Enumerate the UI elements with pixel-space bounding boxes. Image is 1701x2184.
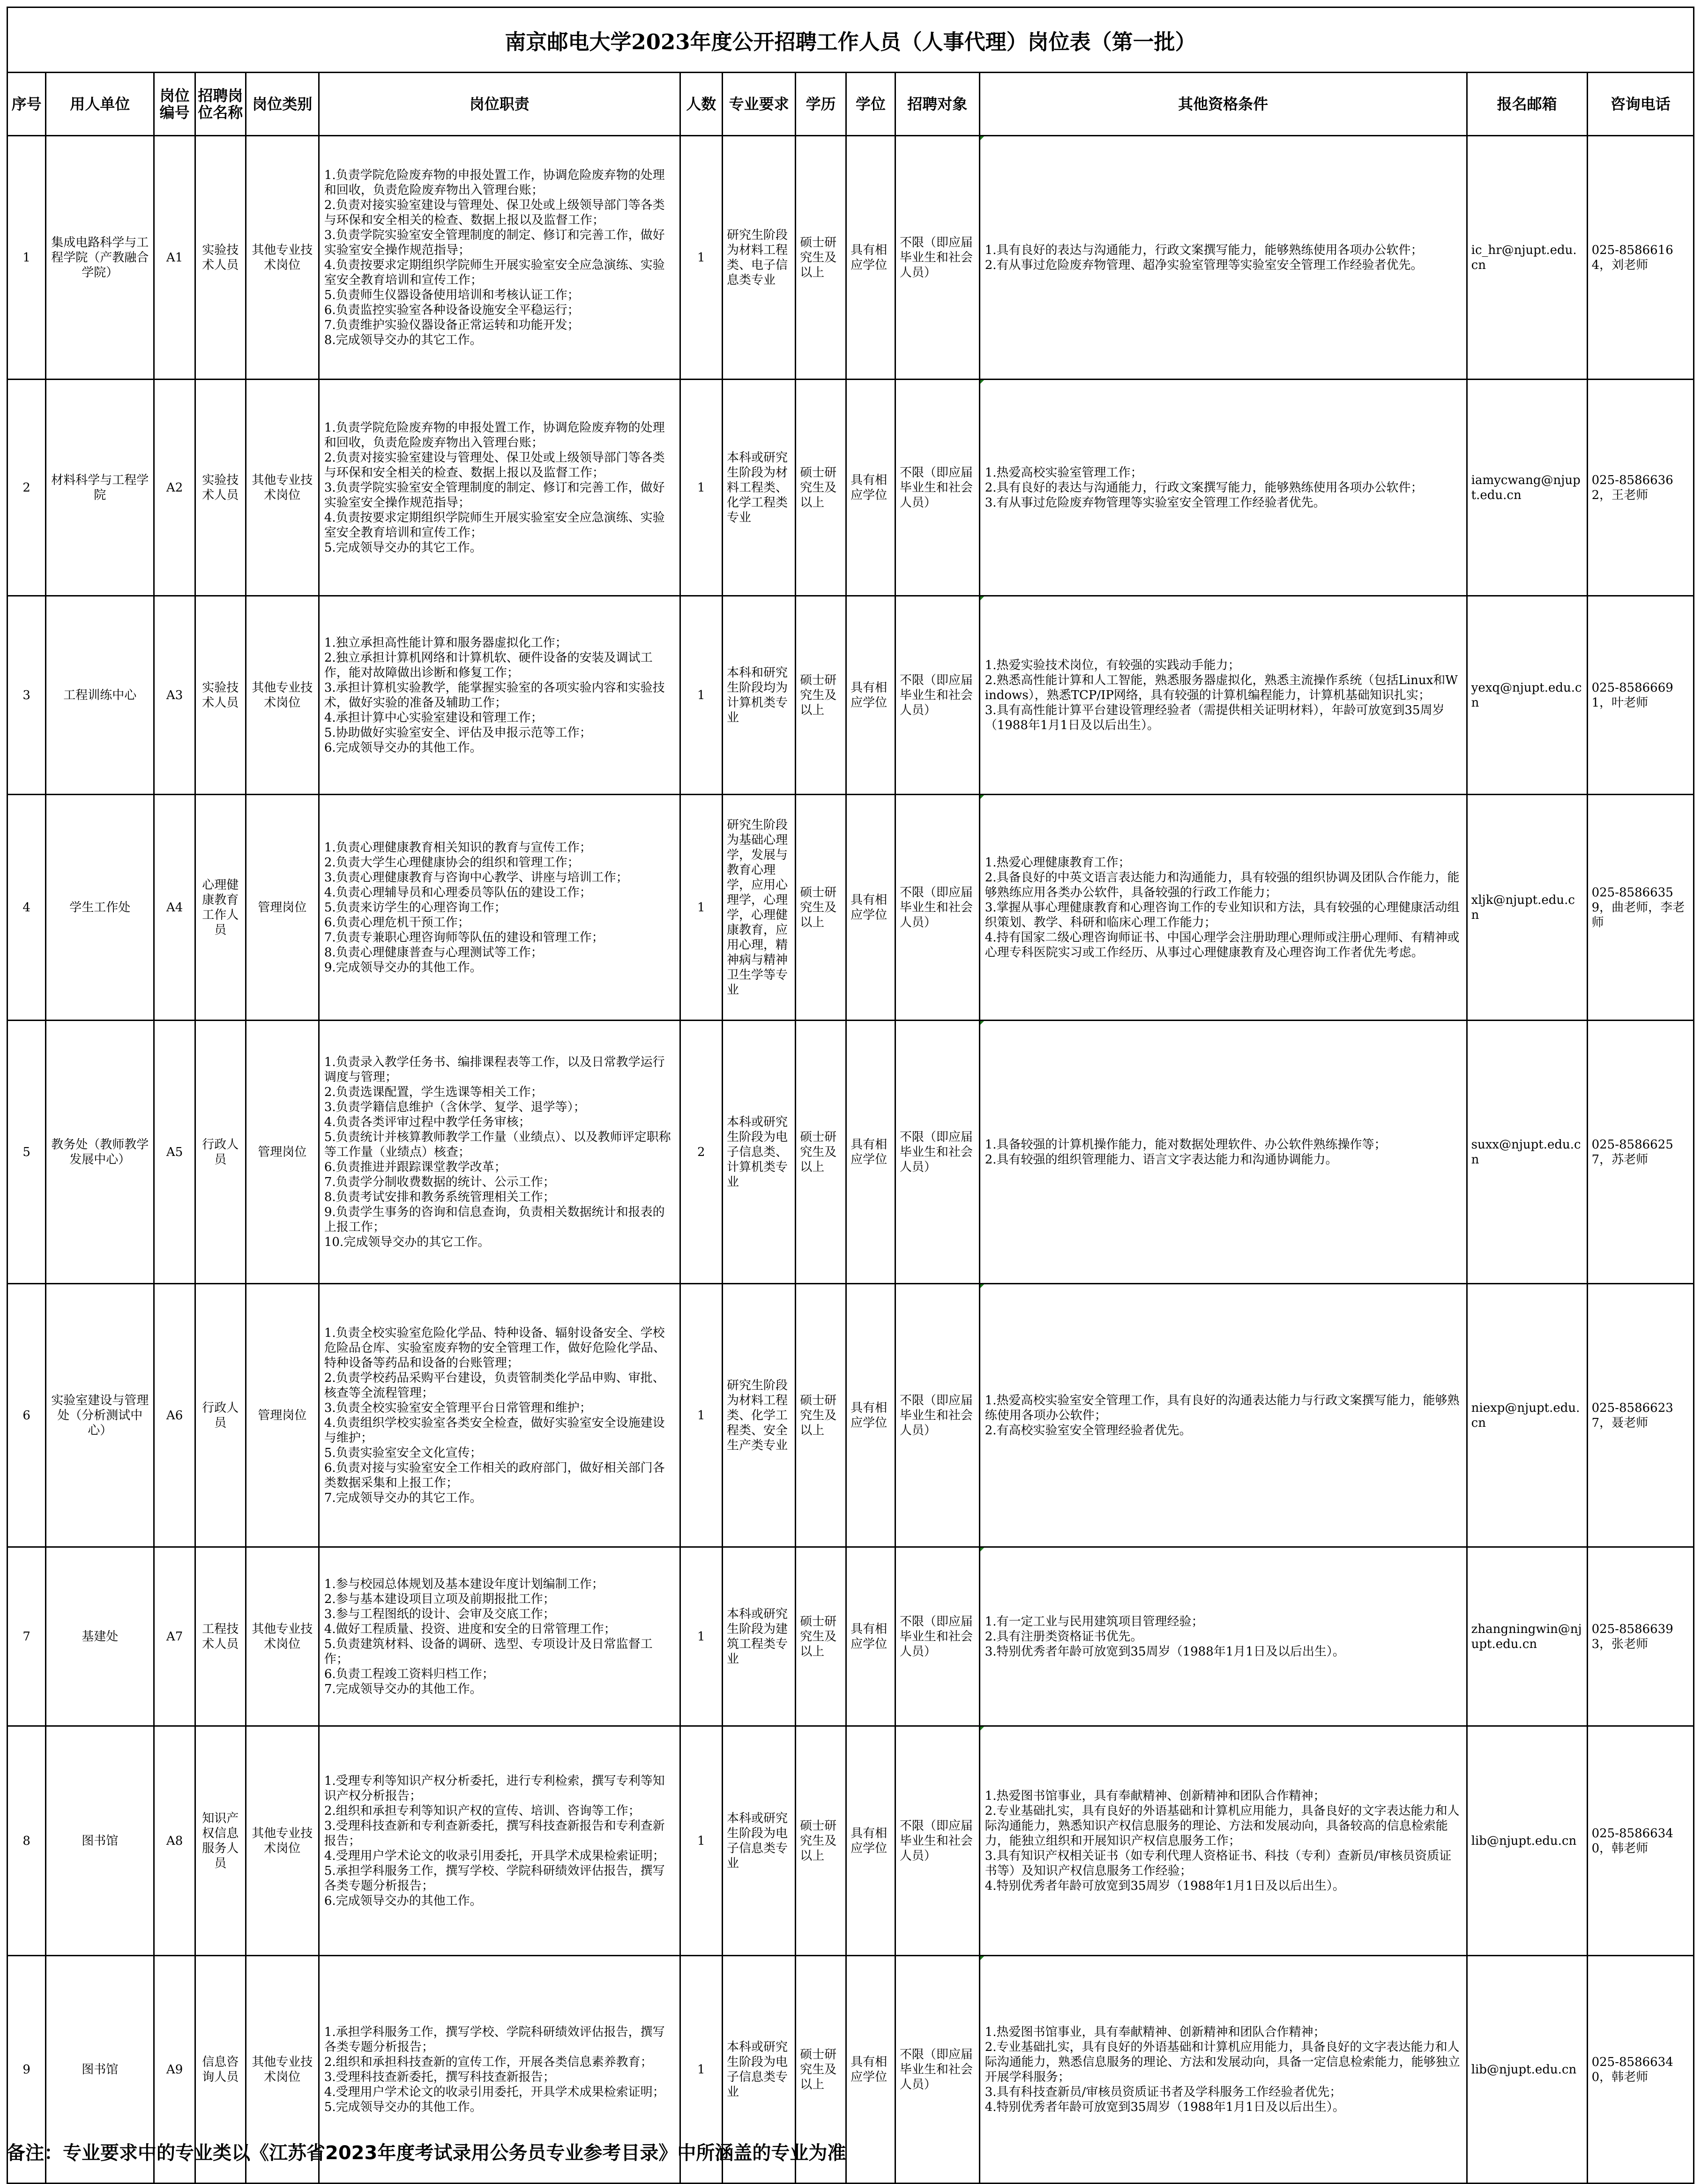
major-requirement: 本科或研究生阶段为电子信息类专业 <box>722 1956 795 2184</box>
duty-line: 8.完成领导交办的其它工作。 <box>324 333 482 347</box>
post-category: 其他专业技术岗位 <box>246 1547 319 1726</box>
duty-line: 1.参与校园总体规划及基本建设年度计划编制工作； <box>324 1577 604 1591</box>
qualification-line: 4.特别优秀者年龄可放宽到35周岁（1988年1月1日及以后出生）。 <box>985 1878 1345 1893</box>
other-qualifications <box>979 1284 1467 1547</box>
post-name: 心理健康教育工作人员 <box>195 795 246 1021</box>
duty-line: 5.负责实验室安全文化宣传； <box>324 1446 482 1460</box>
job-table <box>7 7 1694 2184</box>
education: 硕士研究生及以上 <box>796 380 846 596</box>
duty-line: 3.参与工程图纸的设计、会审及交底工作； <box>324 1607 555 1621</box>
duty-line: 3.负责学院实验室安全管理制度的制定、修订和完善工作，做好实验室安全操作规范指导； <box>324 228 665 257</box>
post-duties <box>319 795 680 1021</box>
header-category: 岗位类别 <box>246 73 319 136</box>
contact-email: lib@njupt.edu.cn <box>1467 1726 1587 1956</box>
duty-line: 1.负责学院危险废弃物的申报处置工作，协调危险废弃物的处理和回收，负责危险废弃物出入管理台账； <box>324 168 665 197</box>
recruit-target: 不限（即应届毕业生和社会人员） <box>895 1726 979 1956</box>
contact-phone: 025-85866164，刘老师 <box>1587 136 1694 380</box>
education: 硕士研究生及以上 <box>796 1021 846 1284</box>
major-requirement: 研究生阶段为材料工程类、化学工程类、安全生产类专业 <box>722 1284 795 1547</box>
contact-phone: 025-85866237，聂老师 <box>1587 1284 1694 1547</box>
row-number: 4 <box>7 795 46 1021</box>
duty-line: 4.负责各类评审过程中教学任务审核； <box>324 1115 531 1129</box>
other-qualifications <box>979 1021 1467 1284</box>
contact-email: lib@njupt.edu.cn <box>1467 1956 1587 2184</box>
table-row <box>7 1547 1694 1726</box>
education: 硕士研究生及以上 <box>796 1547 846 1726</box>
degree: 具有相应学位 <box>846 1021 895 1284</box>
employer-unit: 实验室建设与管理处（分析测试中心） <box>46 1284 154 1547</box>
table-row <box>7 1021 1694 1284</box>
post-code: A5 <box>154 1021 195 1284</box>
duty-line: 7.负责专兼职心理咨询师等队伍的建设和管理工作； <box>324 930 604 945</box>
post-name: 实验技术人员 <box>195 136 246 380</box>
duty-line: 1.受理专利等知识产权分析委托，进行专利检索，撰写专利等知识产权分析报告； <box>324 1774 665 1803</box>
header-target: 招聘对象 <box>895 73 979 136</box>
duty-line: 6.完成领导交办的其他工作。 <box>324 1893 482 1908</box>
post-duties <box>319 1547 680 1726</box>
qualification-line: 3.掌握从事心理健康教育和心理咨询工作的专业知识和方法，具有较强的心理健康活动组织策划、教学、科研和临床心理工作能力； <box>985 900 1460 930</box>
duty-line: 3.负责全校实验室安全管理平台日常管理和维护； <box>324 1401 592 1415</box>
headcount: 1 <box>680 1284 722 1547</box>
major-requirement: 本科或研究生阶段为电子信息类、计算机类专业 <box>722 1021 795 1284</box>
row-number: 6 <box>7 1284 46 1547</box>
other-qualifications <box>979 1956 1467 2184</box>
recruit-target: 不限（即应届毕业生和社会人员） <box>895 1547 979 1726</box>
post-category: 其他专业技术岗位 <box>246 1956 319 2184</box>
headcount: 1 <box>680 136 722 380</box>
duty-line: 3.受理科技查新委托，撰写科技查新报告； <box>324 2070 555 2084</box>
other-qualifications <box>979 136 1467 380</box>
post-name: 工程技术人员 <box>195 1547 246 1726</box>
footnote: 备注：专业要求中的专业类以《江苏省2023年度考试录用公务员专业参考目录》中所涵盖的专业为准 <box>7 2142 846 2164</box>
comment-marker-icon <box>980 1956 984 1960</box>
employer-unit: 集成电路科学与工程学院（产教融合学院） <box>46 136 154 380</box>
post-name: 行政人员 <box>195 1021 246 1284</box>
duty-line: 5.承担学科服务工作，撰写学校、学院科研绩效评估报告，撰写各类专题分析报告； <box>324 1863 665 1893</box>
post-duties <box>319 596 680 795</box>
employer-unit: 工程训练中心 <box>46 596 154 795</box>
duty-line: 7.完成领导交办的其他工作。 <box>324 1682 482 1696</box>
education: 硕士研究生及以上 <box>796 1284 846 1547</box>
duty-line: 9.负责学生事务的咨询和信息查询，负责相关数据统计和报表的上报工作； <box>324 1205 665 1234</box>
post-code: A2 <box>154 380 195 596</box>
duty-line: 3.受理科技查新和专利查新委托，撰写科技查新报告和专利查新报告； <box>324 1819 665 1848</box>
headcount: 1 <box>680 1726 722 1956</box>
duty-line: 1.负责学院危险废弃物的申报处置工作，协调危险废弃物的处理和回收，负责危险废弃物出入管理台账； <box>324 420 665 450</box>
duty-line: 5.完成领导交办的其他工作。 <box>324 2100 482 2114</box>
contact-email: ic_hr@njupt.edu.cn <box>1467 136 1587 380</box>
duty-line: 3.负责学院实验室安全管理制度的制定、修订和完善工作，做好实验室安全操作规范指导； <box>324 480 665 510</box>
recruit-target: 不限（即应届毕业生和社会人员） <box>895 1021 979 1284</box>
contact-email: yexq@njupt.edu.cn <box>1467 596 1587 795</box>
table-row <box>7 136 1694 380</box>
row-number: 1 <box>7 136 46 380</box>
contact-phone: 025-85866257，苏老师 <box>1587 1021 1694 1284</box>
duty-line: 3.负责心理健康教育与咨询中心教学、讲座与培训工作； <box>324 870 628 885</box>
qualification-line: 3.有从事过危险废弃物管理等实验室安全管理工作经验者优先。 <box>985 495 1326 510</box>
duty-line: 9.完成领导交办的其他工作。 <box>324 960 482 975</box>
qualification-line: 2.具有注册类资格证书优先。 <box>985 1629 1143 1644</box>
degree: 具有相应学位 <box>846 1726 895 1956</box>
post-name: 信息咨询人员 <box>195 1956 246 2184</box>
duty-line: 5.完成领导交办的其它工作。 <box>324 540 482 555</box>
duty-line: 3.承担计算机实验教学，能掌握实验室的各项实验内容和实验技术，做好实验的准备及辅助工作； <box>324 680 665 710</box>
duty-line: 4.做好工程质量、投资、进度和安全的日常管理工作； <box>324 1622 616 1636</box>
duty-line: 5.负责师生仪器设备使用培训和考核认证工作； <box>324 288 580 302</box>
recruit-target: 不限（即应届毕业生和社会人员） <box>895 596 979 795</box>
post-name: 行政人员 <box>195 1284 246 1547</box>
post-duties <box>319 136 680 380</box>
contact-phone: 025-85866393，张老师 <box>1587 1547 1694 1726</box>
duty-line: 5.协助做好实验室安全、评估及申报示范等工作； <box>324 725 592 740</box>
qualification-line: 1.热爱高校实验室管理工作； <box>985 465 1143 480</box>
header-no: 序号 <box>7 73 46 136</box>
education: 硕士研究生及以上 <box>796 596 846 795</box>
duty-line: 8.负责心理健康普查与心理测试等工作； <box>324 945 543 960</box>
duty-line: 4.负责按要求定期组织学院师生开展实验室安全应急演练、实验室安全教育培训和宣传工作； <box>324 258 665 287</box>
employer-unit: 教务处（教师教学发展中心） <box>46 1021 154 1284</box>
major-requirement: 本科或研究生阶段为材料工程类、化学工程类专业 <box>722 380 795 596</box>
degree: 具有相应学位 <box>846 1956 895 2184</box>
post-code: A8 <box>154 1726 195 1956</box>
table-header-row <box>7 73 1694 136</box>
education: 硕士研究生及以上 <box>796 1726 846 1956</box>
contact-phone: 025-85866340，韩老师 <box>1587 1726 1694 1956</box>
table-row <box>7 795 1694 1021</box>
post-category: 管理岗位 <box>246 1284 319 1547</box>
post-code: A4 <box>154 795 195 1021</box>
qualification-line: 4.持有国家二级心理咨询师证书、中国心理学会注册助理心理师或注册心理师、有精神或心理专科医院实习或工作经历、从事过心理健康教育及心理咨询工作者优先考虑。 <box>985 930 1460 960</box>
duty-line: 5.负责建筑材料、设备的调研、选型、专项设计及日常监督工作； <box>324 1637 653 1666</box>
contact-email: iamycwang@njupt.edu.cn <box>1467 380 1587 596</box>
comment-marker-icon <box>980 380 984 384</box>
duty-line: 2.组织和承担专利等知识产权的宣传、培训、咨询等工作； <box>324 1804 641 1818</box>
duty-line: 6.完成领导交办的其他工作。 <box>324 740 482 755</box>
duty-line: 3.负责学籍信息维护（含休学、复学、退学等）； <box>324 1100 586 1114</box>
duty-line: 2.负责选课配置，学生选课等相关工作； <box>324 1085 543 1099</box>
qualification-line: 1.热爱图书馆事业，具有奉献精神、创新精神和团队合作精神； <box>985 2025 1326 2039</box>
header-edu: 学历 <box>796 73 846 136</box>
comment-marker-icon <box>980 1727 984 1730</box>
duty-line: 2.负责学校药品采购平台建设，负责管制类化学品申购、审批、核查等全流程管理； <box>324 1371 665 1400</box>
qualification-line: 3.具有知识产权相关证书（如专利代理人资格证书、科技（专利）查新员/审核员资质证书等）及知识产权信息服务工作经验； <box>985 1849 1452 1878</box>
other-qualifications <box>979 596 1467 795</box>
post-category: 管理岗位 <box>246 795 319 1021</box>
post-code: A9 <box>154 1956 195 2184</box>
contact-phone: 025-85866340，韩老师 <box>1587 1956 1694 2184</box>
recruit-target: 不限（即应届毕业生和社会人员） <box>895 1284 979 1547</box>
row-number: 7 <box>7 1547 46 1726</box>
header-major: 专业要求 <box>722 73 795 136</box>
header-email: 报名邮箱 <box>1467 73 1587 136</box>
post-code: A3 <box>154 596 195 795</box>
header-code: 岗位 编号 <box>154 73 195 136</box>
contact-phone: 025-85866359，曲老师，李老师 <box>1587 795 1694 1021</box>
header-unit: 用人单位 <box>46 73 154 136</box>
other-qualifications <box>979 1547 1467 1726</box>
duty-line: 2.负责大学生心理健康协会的组织和管理工作； <box>324 855 580 870</box>
qualification-line: 2.专业基础扎实，具有良好的外语基础和计算机应用能力，具备良好的文字表达能力和人际沟通能力，熟悉知识产权信息服务的理论、方法和发展动向，具备较高的信息检索能力，能独立组织和开展知识产权信息服务工作； <box>985 1804 1460 1848</box>
header-degree: 学位 <box>846 73 895 136</box>
qualification-line: 2.具备良好的中英文语言表达能力和沟通能力，具有较强的组织协调及团队合作能力，能够熟练应用各类办公软件，具备较强的行政工作能力； <box>985 870 1460 900</box>
duty-line: 1.负责心理健康教育相关知识的教育与宣传工作； <box>324 840 592 855</box>
duty-line: 6.负责监控实验室各种设备设施安全平稳运行； <box>324 303 580 317</box>
duty-line: 1.负责全校实验室危险化学品、特种设备、辐射设备安全、学校危险品仓库、实验室废弃物的安全管理工作，做好危险化学品、特种设备等药品和设备的台账管理； <box>324 1326 665 1370</box>
major-requirement: 研究生阶段为材料工程类、电子信息类专业 <box>722 136 795 380</box>
duty-line: 7.负责维护实验仪器设备正常运转和功能开发； <box>324 318 580 332</box>
post-code: A7 <box>154 1547 195 1726</box>
qualification-line: 1.热爱高校实验室安全管理工作，具有良好的沟通表达能力与行政文案撰写能力，能够熟练使用各项办公软件； <box>985 1393 1460 1423</box>
duty-line: 1.负责录入教学任务书、编排课程表等工作，以及日常教学运行调度与管理； <box>324 1055 665 1084</box>
employer-unit: 材料科学与工程学院 <box>46 380 154 596</box>
major-requirement: 本科或研究生阶段为建筑工程类专业 <box>722 1547 795 1726</box>
qualification-line: 1.具备较强的计算机操作能力，能对数据处理软件、办公软件熟练操作等； <box>985 1137 1387 1152</box>
major-requirement: 本科或研究生阶段为电子信息类专业 <box>722 1726 795 1956</box>
qualification-line: 3.特别优秀者年龄可放宽到35周岁（1988年1月1日及以后出生）。 <box>985 1644 1345 1659</box>
post-code: A6 <box>154 1284 195 1547</box>
duty-line: 2.独立承担计算机网络和计算机软、硬件设备的安装及调试工作，能对故障做出诊断和修复工作； <box>324 650 653 680</box>
qualification-line: 2.有高校实验室安全管理经验者优先。 <box>985 1423 1192 1438</box>
duty-line: 6.负责推进并跟踪课堂教学改革； <box>324 1160 507 1174</box>
table-row <box>7 596 1694 795</box>
row-number: 3 <box>7 596 46 795</box>
comment-marker-icon <box>980 596 984 600</box>
post-category: 管理岗位 <box>246 1021 319 1284</box>
headcount: 1 <box>680 1547 722 1726</box>
degree: 具有相应学位 <box>846 136 895 380</box>
education: 硕士研究生及以上 <box>796 795 846 1021</box>
duty-line: 6.负责工程竣工资料归档工作； <box>324 1667 494 1681</box>
contact-phone: 025-85866362，王老师 <box>1587 380 1694 596</box>
qualification-line: 3.具有科技查新员/审核员资质证书者及学科服务工作经验者优先； <box>985 2085 1342 2099</box>
table-row <box>7 380 1694 596</box>
post-duties <box>319 380 680 596</box>
job-table-container <box>7 7 1694 2184</box>
header-duties: 岗位职责 <box>319 73 680 136</box>
qualification-line: 1.热爱实验技术岗位，有较强的实践动手能力； <box>985 658 1240 672</box>
comment-marker-icon <box>980 136 984 140</box>
duty-line: 4.负责组织学校实验室各类安全检查，做好实验室安全设施建设与维护； <box>324 1416 665 1445</box>
header-count: 人数 <box>680 73 722 136</box>
duty-line: 4.负责心理辅导员和心理委员等队伍的建设工作； <box>324 885 592 900</box>
other-qualifications <box>979 1726 1467 1956</box>
post-category: 其他专业技术岗位 <box>246 1726 319 1956</box>
page-title: 南京邮电大学2023年度公开招聘工作人员（人事代理）岗位表（第一批） <box>7 7 1694 73</box>
duty-line: 4.受理用户学术论文的收录引用委托，开具学术成果检索证明； <box>324 1849 665 1863</box>
comment-marker-icon <box>980 1284 984 1288</box>
table-body <box>7 136 1694 2184</box>
contact-phone: 025-85866691，叶老师 <box>1587 596 1694 795</box>
post-name: 知识产权信息服务人员 <box>195 1726 246 1956</box>
recruit-target: 不限（即应届毕业生和社会人员） <box>895 795 979 1021</box>
duty-line: 2.组织和承担科技查新的宣传工作，开展各类信息素养教育； <box>324 2055 653 2069</box>
degree: 具有相应学位 <box>846 795 895 1021</box>
row-number: 8 <box>7 1726 46 1956</box>
duty-line: 6.负责对接与实验室安全工作相关的政府部门，做好相关部门各类数据采集和上报工作； <box>324 1461 665 1490</box>
contact-email: zhangningwin@njupt.edu.cn <box>1467 1547 1587 1726</box>
duty-line: 4.承担计算中心实验室建设和管理工作； <box>324 710 543 725</box>
post-category: 其他专业技术岗位 <box>246 136 319 380</box>
education: 硕士研究生及以上 <box>796 136 846 380</box>
header-other: 其他资格条件 <box>979 73 1467 136</box>
education: 硕士研究生及以上 <box>796 1956 846 2184</box>
duty-line: 7.负责学分制收费数据的统计、公示工作； <box>324 1175 555 1189</box>
duty-line: 5.负责统计并核算教师教学工作量（业绩点）、以及教师评定职称等工作量（业绩点）核查； <box>324 1130 671 1159</box>
row-number: 9 <box>7 1956 46 2184</box>
duty-line: 4.受理用户学术论文的收录引用委托，开具学术成果检索证明； <box>324 2085 665 2099</box>
headcount: 1 <box>680 380 722 596</box>
major-requirement: 研究生阶段为基础心理学，发展与教育心理学，应用心理学，心理学，心理健康教育，应用心理，精神病与精神卫生学等专业 <box>722 795 795 1021</box>
contact-email: suxx@njupt.edu.cn <box>1467 1021 1587 1284</box>
duty-line: 2.参与基本建设项目立项及前期报批工作； <box>324 1592 555 1606</box>
duty-line: 4.负责按要求定期组织学院师生开展实验室安全应急演练、实验室安全教育培训和宣传工作； <box>324 510 665 540</box>
comment-marker-icon <box>980 1548 984 1551</box>
headcount: 1 <box>680 596 722 795</box>
headcount: 1 <box>680 1956 722 2184</box>
post-duties <box>319 1284 680 1547</box>
duty-line: 1.独立承担高性能计算和服务器虚拟化工作； <box>324 635 567 650</box>
employer-unit: 学生工作处 <box>46 795 154 1021</box>
other-qualifications <box>979 380 1467 596</box>
qualification-line: 2.专业基础扎实，具有良好的外语基础和计算机应用能力，具备良好的文字表达能力和人际沟通能力，熟悉信息服务的理论、方法和发展动向，具备一定信息检索能力，能够独立开展学科服务； <box>985 2040 1460 2084</box>
headcount: 2 <box>680 1021 722 1284</box>
duty-line: 7.完成领导交办的其它工作。 <box>324 1491 482 1505</box>
qualification-line: 3.具有高性能计算平台建设管理经验者（需提供相关证明材料），年龄可放宽到35周岁（1988年1月1日及以后出生）。 <box>985 703 1445 732</box>
qualification-line: 1.有一定工业与民用建筑项目管理经验； <box>985 1614 1204 1629</box>
degree: 具有相应学位 <box>846 380 895 596</box>
duty-line: 5.负责来访学生的心理咨询工作； <box>324 900 507 915</box>
major-requirement: 本科和研究生阶段均为计算机类专业 <box>722 596 795 795</box>
comment-marker-icon <box>980 1021 984 1025</box>
employer-unit: 基建处 <box>46 1547 154 1726</box>
duty-line: 2.负责对接实验室建设与管理处、保卫处或上级领导部门等各类与环保和安全相关的检查、数据上报以及监督工作； <box>324 198 665 227</box>
recruit-target: 不限（即应届毕业生和社会人员） <box>895 380 979 596</box>
duty-line: 10.完成领导交办的其它工作。 <box>324 1235 490 1249</box>
post-duties <box>319 1021 680 1284</box>
duty-line: 2.负责对接实验室建设与管理处、保卫处或上级领导部门等各类与环保和安全相关的检查、数据上报以及监督工作； <box>324 450 665 480</box>
degree: 具有相应学位 <box>846 1284 895 1547</box>
qualification-line: 4.特别优秀者年龄可放宽到35周岁（1988年1月1日及以后出生）。 <box>985 2100 1345 2114</box>
other-qualifications <box>979 795 1467 1021</box>
post-name: 实验技术人员 <box>195 380 246 596</box>
post-name: 实验技术人员 <box>195 596 246 795</box>
row-number: 2 <box>7 380 46 596</box>
duty-line: 8.负责考试安排和教务系统管理相关工作； <box>324 1190 555 1204</box>
post-duties <box>319 1726 680 1956</box>
duty-line: 1.承担学科服务工作，撰写学校、学院科研绩效评估报告，撰写各类专题分析报告； <box>324 2025 665 2054</box>
headcount: 1 <box>680 795 722 1021</box>
post-code: A1 <box>154 136 195 380</box>
contact-email: niexp@njupt.edu.cn <box>1467 1284 1587 1547</box>
table-row <box>7 1284 1694 1547</box>
qualification-line: 1.热爱心理健康教育工作； <box>985 855 1131 870</box>
duty-line: 6.负责心理危机干预工作； <box>324 915 470 930</box>
header-phone: 咨询电话 <box>1587 73 1694 136</box>
degree: 具有相应学位 <box>846 596 895 795</box>
qualification-line: 2.具有较强的组织管理能力、语言文字表达能力和沟通协调能力。 <box>985 1152 1338 1167</box>
recruit-target: 不限（即应届毕业生和社会人员） <box>895 1956 979 2184</box>
post-category: 其他专业技术岗位 <box>246 380 319 596</box>
qualification-line: 1.热爱图书馆事业，具有奉献精神、创新精神和团队合作精神； <box>985 1789 1326 1803</box>
employer-unit: 图书馆 <box>46 1726 154 1956</box>
recruit-target: 不限（即应届毕业生和社会人员） <box>895 136 979 380</box>
table-row <box>7 1726 1694 1956</box>
post-category: 其他专业技术岗位 <box>246 596 319 795</box>
header-post: 招聘岗 位名称 <box>195 73 246 136</box>
row-number: 5 <box>7 1021 46 1284</box>
contact-email: xljk@njupt.edu.cn <box>1467 795 1587 1021</box>
comment-marker-icon <box>980 795 984 799</box>
qualification-line: 2.具有良好的表达与沟通能力，行政文案撰写能力，能够熟练使用各项办公软件； <box>985 480 1423 495</box>
qualification-line: 2.熟悉高性能计算和人工智能，熟悉服务器虚拟化，熟悉主流操作系统（包括Linux和Windows），熟悉TCP/IP网络，具有较强的计算机编程能力，计算机基础知识扎实； <box>985 673 1458 702</box>
qualification-line: 1.具有良好的表达与沟通能力，行政文案撰写能力，能够熟练使用各项办公软件； <box>985 243 1423 257</box>
qualification-line: 2.有从事过危险废弃物管理、超净实验室管理等实验室安全管理工作经验者优先。 <box>985 258 1423 272</box>
employer-unit: 图书馆 <box>46 1956 154 2184</box>
degree: 具有相应学位 <box>846 1547 895 1726</box>
